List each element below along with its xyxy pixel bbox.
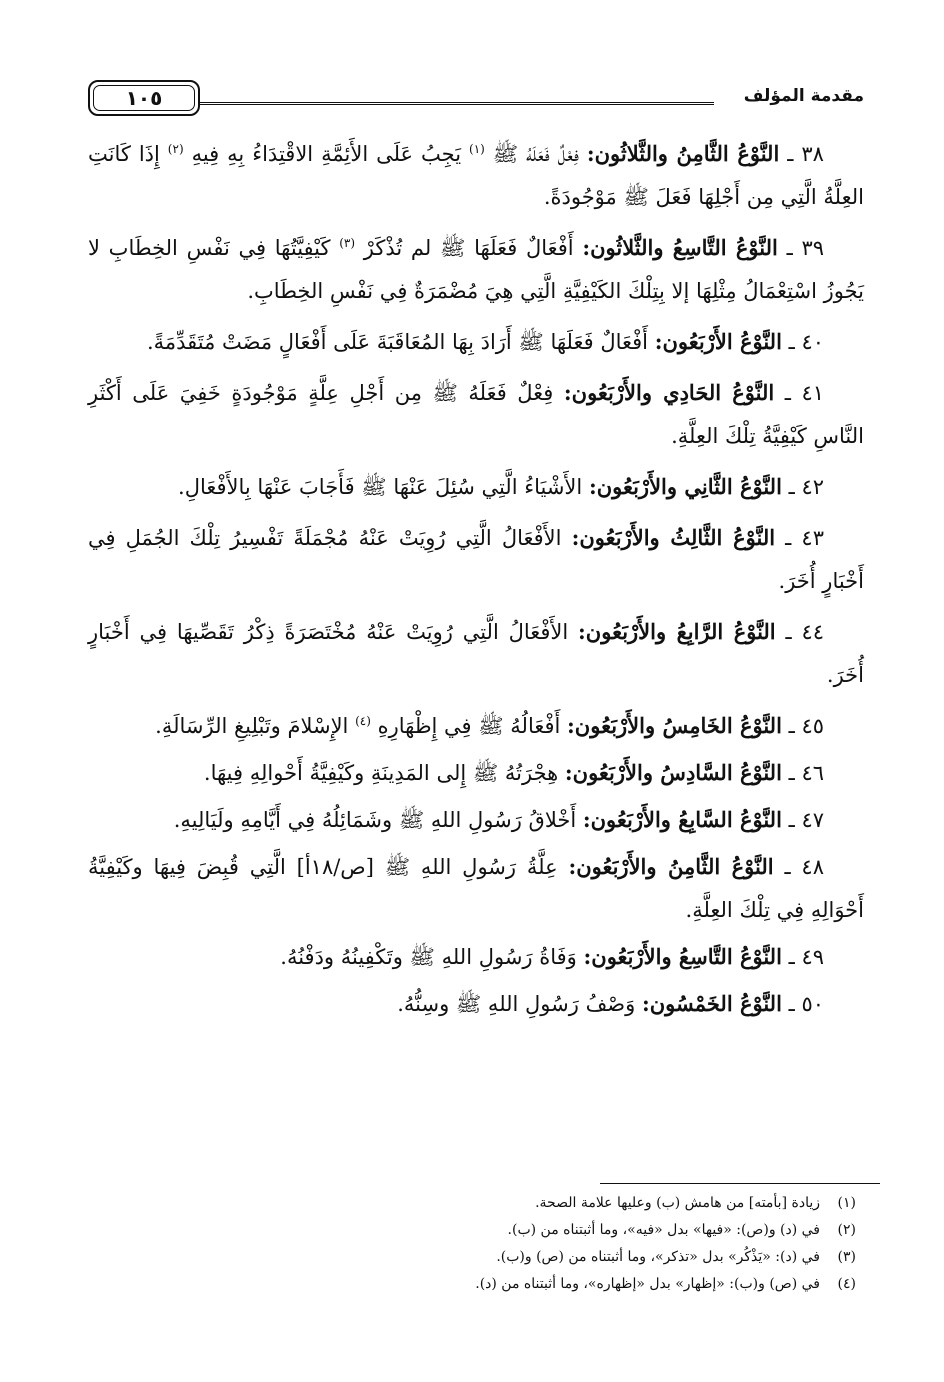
footnote-number: (١) — [837, 1195, 856, 1211]
list-item — [88, 132, 864, 219]
item-head: النَّوْعُ الخَامِسُ والأَرْبَعُون: — [567, 713, 782, 738]
item-num: ٤٨ ـ — [784, 855, 824, 879]
page-number-frame — [88, 80, 200, 116]
running-title: مقدمة المؤلف — [743, 86, 864, 106]
footnote-text: في (د) و(ص): «فيها» بدل «فيه»، وما أثبتناه من (ب). — [507, 1222, 820, 1238]
item-text: فِعْلٌ فَعَلَهُ ﷺ مِن أَجْلِ عِلَّةٍ مَوْجُودَةٍ خَفِيَ عَلَى أَكْثَرِ النَّاسِ كَيْفِيَّةُ تِلْكَ العِلَّةِ. — [88, 381, 864, 448]
item-head: النَّوْعُ التَّاسِعُ والثَّلاثُون: — [582, 235, 778, 260]
item-footnote-ref: (١) — [469, 142, 485, 156]
item-head: النَّوْعُ الرَّابِعُ والأَرْبَعُون: — [578, 619, 776, 644]
item-head: النَّوْعُ الثَّامِنُ والثَّلاثُون: — [586, 141, 780, 166]
item-text: إِذَا كَانَتِ العِلَّةُ الَّتِي مِن أَجْلِهَا فَعَلَ ﷺ مَوْجُودَةً. — [88, 142, 864, 209]
footnote-number: (٢) — [837, 1222, 856, 1238]
item-text: الإِسْلامَ وتَبْلِيغِ الرِّسَالَةِ. — [155, 714, 349, 738]
item-text: فِعْلٌ فَعَلَهُ ﷺ — [492, 142, 579, 166]
list-item — [88, 226, 864, 313]
page-number: ١٠٥ — [125, 86, 163, 110]
item-footnote-ref: (٢) — [167, 142, 184, 156]
item-num: ٤١ ـ — [784, 381, 825, 405]
list-item — [88, 845, 864, 932]
list-item — [88, 751, 864, 795]
item-num: ٣٨ ـ — [787, 142, 824, 166]
item-head: النَّوْعُ السَّادِسُ والأَرْبَعُون: — [564, 760, 782, 785]
item-num: ٤٠ ـ — [788, 330, 824, 354]
list-item — [88, 610, 864, 697]
footnote — [88, 1217, 864, 1244]
item-head: النَّوْعُ التَّاسِعُ والأَرْبَعُون: — [583, 944, 782, 969]
item-num: ٤٤ ـ — [785, 620, 824, 644]
list-item — [88, 798, 864, 842]
item-head: النَّوْعُ الحَادِي والأَرْبَعُون: — [563, 380, 775, 405]
list-item — [88, 465, 864, 509]
page-header — [88, 78, 864, 122]
item-text: أَفْعَالٌ فَعَلَهَا ﷺ لم تُذْكَرْ — [363, 236, 574, 260]
footnotes — [88, 1190, 864, 1298]
list-item — [88, 935, 864, 979]
item-text: الأَفْعَالُ الَّتِي رُوِيَتْ عَنْهُ مُجْمَلَةً تَفْسِيرُ تِلْكَ الجُمَلِ فِي أَخْبَارٍ أُخَرَ. — [88, 526, 864, 593]
item-text: يَجِبُ عَلَى الأَئِمَّةِ الاقْتِدَاءُ بِهِ فِيهِ — [191, 142, 462, 166]
footnote-text: في (د): «يَذْكُر» بدل «تذكر»، وما أثبتناه من (ص) و(ب). — [496, 1249, 820, 1265]
item-text: وَفَاةُ رَسُولِ اللهِ ﷺ وتَكْفِينُهُ ودَفْنُهُ. — [280, 945, 577, 969]
footnote-number: (٤) — [837, 1276, 856, 1292]
item-head: النَّوْعُ الثَّالِثُ والأَرْبَعُون: — [571, 525, 776, 550]
item-head: النَّوْعُ الأَرْبَعُون: — [654, 329, 782, 354]
item-text: وَصْفُ رَسُولِ اللهِ ﷺ وسِنُّهُ. — [397, 992, 636, 1016]
item-footnote-ref: (٣) — [339, 236, 356, 250]
item-num: ٤٩ ـ — [788, 945, 824, 969]
footnote-number: (٣) — [837, 1249, 856, 1265]
item-text: الأَشْيَاءُ الَّتِي سُئِلَ عَنْهَا ﷺ فَأَجَابَ عَنْهَا بِالأَفْعَالِ. — [178, 475, 583, 499]
item-text: الأَفْعَالُ الَّتِي رُوِيَتْ عَنْهُ مُخْتَصَرَةً ذِكْرُ تَقَصِّيهَا فِي أَخْبَارٍ أُخَرَ. — [88, 620, 864, 687]
list-item — [88, 704, 864, 748]
item-head: النَّوْعُ السَّابِعُ والأَرْبَعُون: — [582, 807, 782, 832]
item-text: أَفْعَالُهُ ﷺ فِي إِظْهَارِهِ — [377, 714, 561, 738]
item-text: أَفْعَالٌ فَعَلَهَا ﷺ أَرَادَ بِهَا المُعَاقَبَةَ عَلَى أَفْعَالٍ مَضَتْ مُتَقَدِّمَةً. — [146, 330, 649, 354]
list-item — [88, 320, 864, 364]
item-num: ٤٣ ـ — [785, 526, 824, 550]
footnote — [88, 1271, 864, 1298]
item-head: النَّوْعُ الثَّانِي والأَرْبَعُون: — [588, 474, 782, 499]
list-item — [88, 371, 864, 458]
item-head: النَّوْعُ الثَّامِنُ والأَرْبَعُون: — [568, 854, 774, 879]
list-item — [88, 516, 864, 603]
item-num: ٤٧ ـ — [788, 808, 824, 832]
header-double-rule — [200, 102, 714, 108]
main-text — [88, 132, 864, 1029]
item-num: ٥٠ ـ — [788, 992, 824, 1016]
item-text: عِلَّةُ رَسُولِ اللهِ ﷺ [ص/١٨أ] الَّتِي قُبِضَ فِيهَا وكَيْفِيَّةُ أَحْوَالِهِ فِي تِلْكَ العِلَّةِ. — [88, 855, 864, 922]
list-item — [88, 982, 864, 1026]
footnote — [88, 1190, 864, 1217]
footnote — [88, 1244, 864, 1271]
footnote-text: زيادة [بأمته] من هامش (ب) وعليها علامة الصحة. — [535, 1195, 820, 1211]
item-num: ٤٦ ـ — [788, 761, 824, 785]
item-num: ٣٩ ـ — [786, 236, 825, 260]
item-head: النَّوْعُ الخَمْسُون: — [641, 991, 782, 1016]
item-num: ٤٢ ـ — [788, 475, 824, 499]
item-text: هِجْرَتُهُ ﷺ إِلى المَدِينَةِ وكَيْفِيَّةُ أَحْوالِهِ فِيهَا. — [203, 761, 559, 785]
footnote-separator — [600, 1183, 880, 1184]
item-text: كَيْفِيَّتُهَا فِي نَفْسِ الخِطَابِ لا يَجُوزُ اسْتِعْمَالُ مِثْلِهَا إلا بِتِلْكَ الكَيْفِيَّةِ الَّتِي هِيَ مُضْمَرَةٌ فِي نَفْسِ الخِطَابِ. — [88, 236, 864, 303]
item-num: ٤٥ ـ — [788, 714, 824, 738]
item-text: أَخْلاقُ رَسُولِ اللهِ ﷺ وشَمَائِلُهُ فِي أَيَّامِهِ ولَيَالِيهِ. — [173, 808, 577, 832]
item-footnote-ref: (٤) — [355, 714, 371, 728]
footnote-text: في (ص) و(ب): «إظهار» بدل «إظهاره»، وما أثبتناه من (د). — [475, 1276, 820, 1292]
